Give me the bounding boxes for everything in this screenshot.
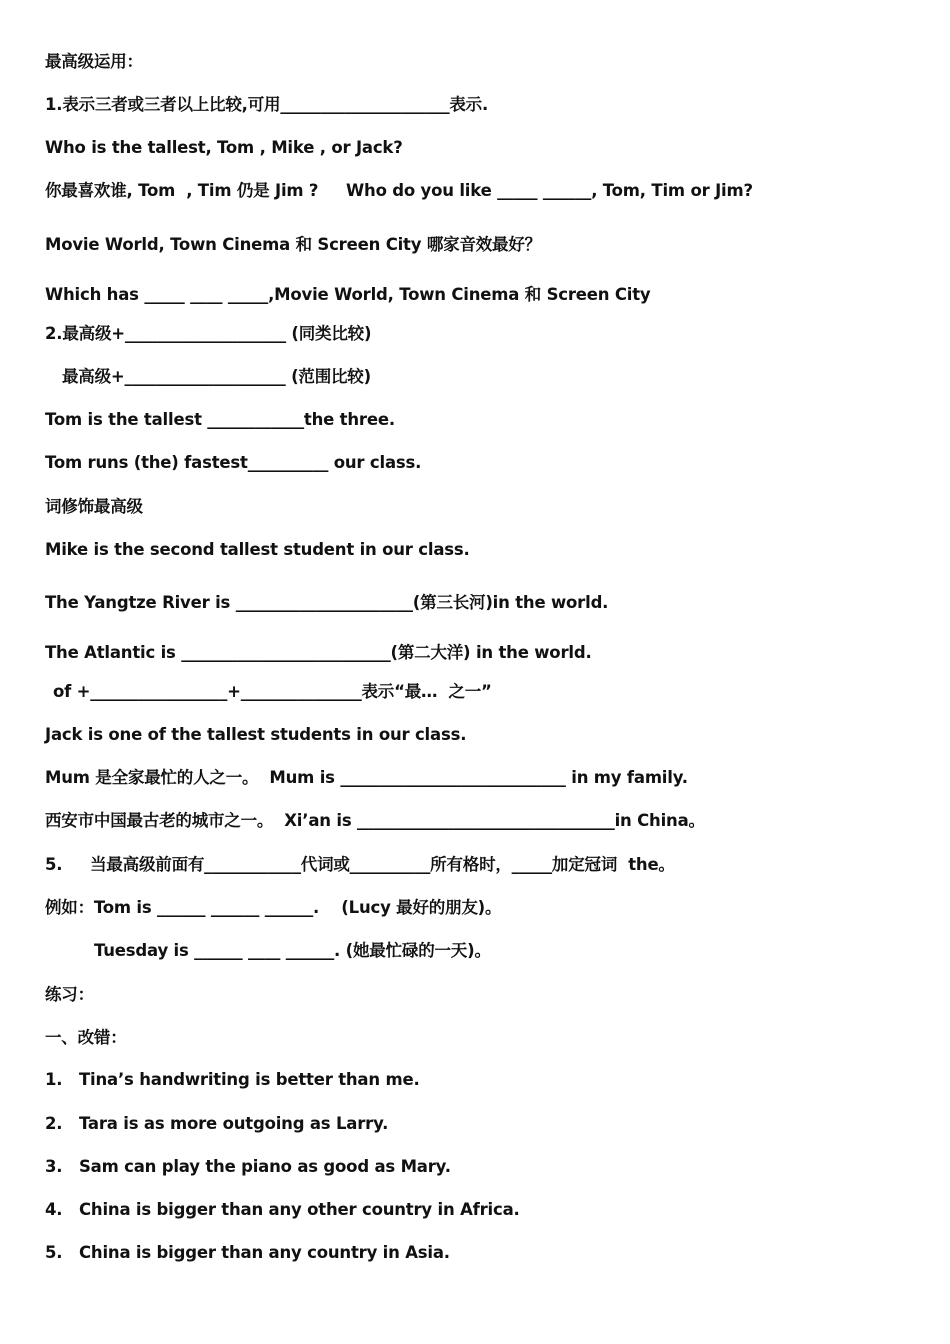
example-sentence: Tuesday is ______ ____ ______. (她最忙碌的一天)。 — [94, 941, 491, 960]
rule-1: 1.表示三者或三者以上比较,可用_____________________表示. — [45, 95, 489, 114]
exercise-heading-correct-errors: 一、改错： — [45, 1028, 127, 1047]
rule-2-range: 最高级+____________________ (范围比较) — [62, 367, 371, 386]
fill-blank-sentence: Mum 是全家最忙的人之一。 Mum is ____________________________ in my family. — [45, 768, 688, 787]
section-heading-practice: 练习： — [45, 985, 94, 1004]
exercise-item: 3. Sam can play the piano as good as Mary. — [45, 1157, 451, 1176]
example-sentence: Who is the tallest, Tom , Mike , or Jack? — [45, 138, 403, 157]
fill-blank-sentence: 西安市中国最古老的城市之一。 Xi’an is ________________________________in China。 — [45, 811, 705, 830]
rule-5: 5. 当最高级前面有____________代词或__________所有格时，_____加定冠词 the。 — [45, 855, 675, 874]
fill-blank-sentence: The Yangtze River is ______________________(第三长河)in the world. — [45, 593, 609, 612]
rule-one-of: of +_________________+_______________表示“最… 之一” — [53, 682, 492, 701]
fill-blank-sentence: Tom is the tallest ____________the three. — [45, 410, 395, 429]
exercise-item: 2. Tara is as more outgoing as Larry. — [45, 1114, 389, 1133]
exercise-item: 1. Tina’s handwriting is better than me. — [45, 1070, 420, 1089]
fill-blank-sentence: 你最喜欢谁, Tom , Tim 仍是 Jim ? Who do you like _____ ______, Tom, Tim or Jim? — [45, 181, 753, 200]
example-sentence: 例如：Tom is ______ ______ ______. (Lucy 最好的朋友)。 — [45, 898, 502, 917]
fill-blank-sentence: Tom runs (the) fastest__________ our class. — [45, 453, 422, 472]
example-sentence: Mike is the second tallest student in our class. — [45, 540, 470, 559]
subheading: 词修饰最高级 — [45, 497, 143, 516]
exercise-item: 5. China is bigger than any country in Asia. — [45, 1243, 450, 1262]
fill-blank-sentence: Which has _____ ____ _____,Movie World, Town Cinema 和 Screen City — [45, 285, 651, 304]
rule-2: 2.最高级+____________________ (同类比较) — [45, 324, 372, 343]
fill-blank-sentence: The Atlantic is __________________________(第二大洋) in the world. — [45, 643, 592, 662]
example-question: Movie World, Town Cinema 和 Screen City 哪家音效最好？ — [45, 235, 541, 254]
section-heading-superlative-usage: 最高级运用： — [45, 52, 143, 71]
exercise-item: 4. China is bigger than any other country in Africa. — [45, 1200, 520, 1219]
example-sentence: Jack is one of the tallest students in our class. — [45, 725, 467, 744]
